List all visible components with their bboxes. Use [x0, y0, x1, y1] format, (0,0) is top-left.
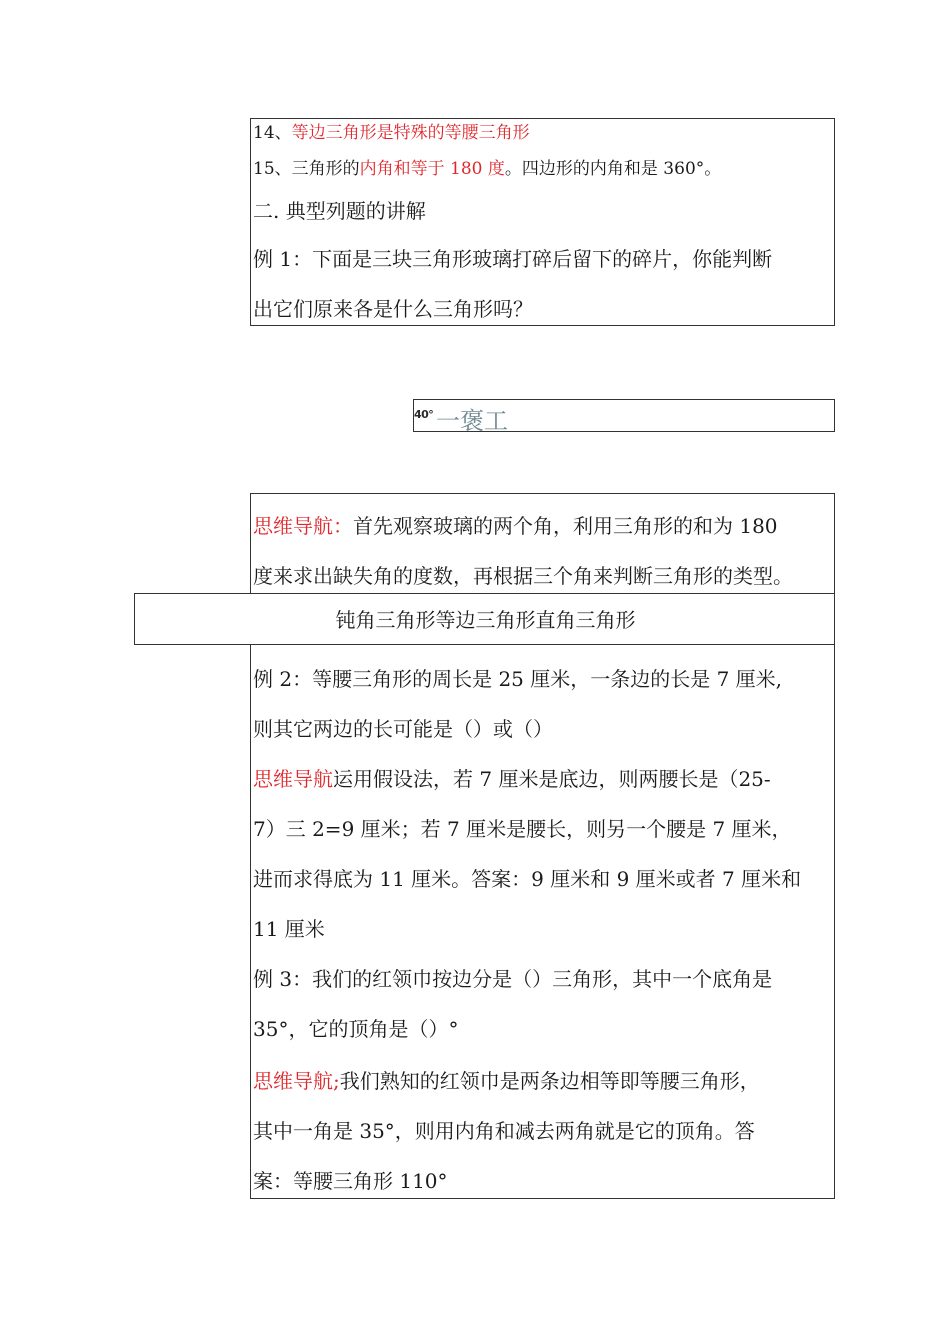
point-15-prefix: 15、三角形的	[253, 159, 360, 179]
example3-hint-line1	[253, 1069, 760, 1093]
example1-hint-line1	[253, 514, 778, 538]
hint-tag: 思维导航：	[253, 514, 353, 538]
point-15-rest: 。四边形的内角和是 360°。	[504, 159, 722, 179]
example1-line1: 例 1：下面是三块三角形玻璃打碎后留下的碎片，你能判断	[253, 247, 773, 271]
points-and-example1-box	[250, 118, 835, 326]
point-14-number: 14、	[253, 123, 292, 143]
hint-text-1: 首先观察玻璃的两个角，利用三角形的和为 180	[353, 514, 778, 538]
figure-angle-label: 40°	[414, 408, 434, 421]
example2-hint-line4: 11 厘米	[253, 917, 325, 941]
example1-answer-box	[134, 593, 835, 645]
example3-hint-line2: 其中一角是 35°，则用内角和减去两角就是它的顶角。答	[253, 1119, 755, 1143]
example2-hint-line3: 进而求得底为 11 厘米。答案：9 厘米和 9 厘米或者 7 厘米和	[253, 867, 802, 891]
example3-line1: 例 3：我们的红领巾按边分是（）三角形，其中一个底角是	[253, 967, 773, 991]
example1-line2: 出它们原来各是什么三角形吗？	[253, 297, 533, 321]
example3-hint-line3: 案：等腰三角形 110°	[253, 1169, 448, 1193]
hint-tag: 思维导航;	[253, 1069, 340, 1093]
hint-tag: 思维导航	[253, 767, 333, 791]
section-heading: 二. 典型列题的讲解	[253, 199, 426, 223]
example2-line2: 则其它两边的长可能是（）或（）	[253, 717, 553, 741]
example2-line1: 例 2：等腰三角形的周长是 25 厘米，一条边的长是 7 厘米,	[253, 667, 783, 691]
hint-text-1: 运用假设法，若 7 厘米是底边，则两腰长是（25-	[333, 767, 771, 791]
point-14-text: 等边三角形是特殊的等腰三角形	[291, 123, 530, 143]
examples-2-3-box	[250, 644, 835, 1199]
example2-hint-line2: 7）三 2=9 厘米；若 7 厘米是腰长，则另一个腰是 7 厘米，	[253, 817, 792, 841]
point-15-highlight: 内角和等于 180 度	[359, 159, 505, 179]
point-15	[253, 157, 721, 181]
point-14	[253, 121, 530, 145]
figure-box	[413, 399, 835, 435]
hint-text-1: 我们熟知的红领巾是两条边相等即等腰三角形，	[339, 1069, 760, 1093]
example1-hint-line2: 度来求出缺失角的度数，再根据三个角来判断三角形的类型。	[253, 564, 793, 588]
example3-line2: 35°，它的顶角是（）°	[253, 1017, 459, 1041]
example1-hint-box	[250, 493, 835, 594]
example1-answer: 钝角三角形等边三角形直角三角形	[335, 608, 636, 632]
figure-text: 一褒工	[436, 407, 508, 435]
example2-hint-line1	[253, 767, 771, 791]
